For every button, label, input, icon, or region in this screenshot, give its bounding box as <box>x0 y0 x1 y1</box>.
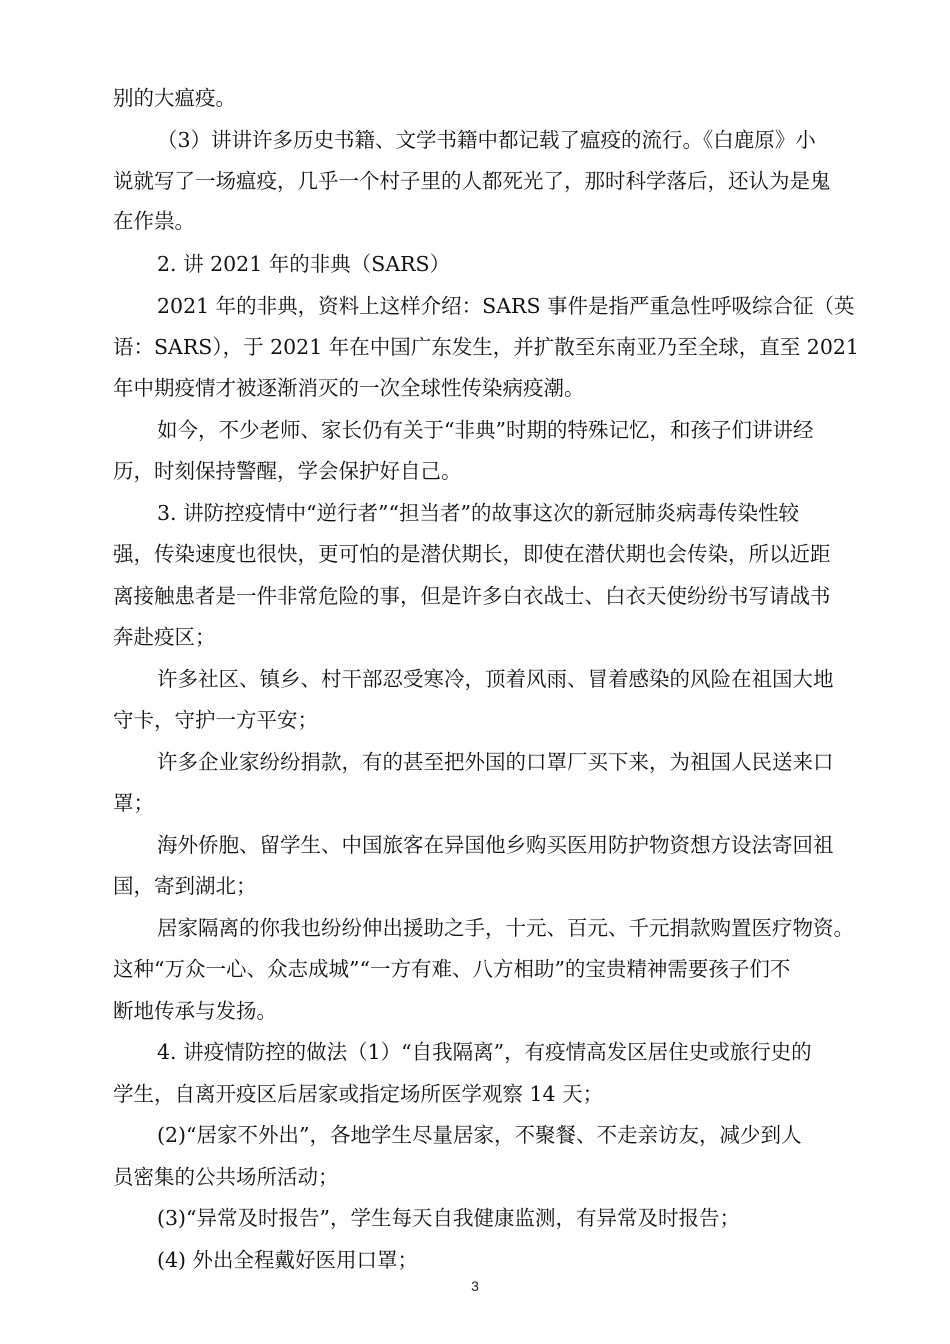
text-line: 在作祟。 <box>113 209 195 233</box>
text-line: 居家隔离的你我也纷纷伸出援助之手，十元、百元、千元捐款购置医疗物资。 <box>157 916 854 940</box>
text-line: 国，寄到湖北； <box>113 874 257 898</box>
text-line: (3)“异常及时报告”，学生每天自我健康监测，有异常及时报告； <box>157 1206 740 1230</box>
text-line: 年中期疫情才被逐渐消灭的一次全球性传染病疫潮。 <box>113 376 585 400</box>
text-line: 如今，不少老师、家长仍有关于“非典”时期的特殊记忆，和孩子们讲讲经 <box>157 418 814 442</box>
text-line: 许多社区、镇乡、村干部忍受寒冷，顶着风雨、冒着感染的风险在祖国大地 <box>157 667 834 691</box>
section-heading: 4. 讲疫情防控的做法（1）“自我隔离”，有疫情高发区居住史或旅行史的 <box>157 1040 812 1064</box>
section-heading: 3. 讲防控疫情中“逆行者”“担当者”的故事这次的新冠肺炎病毒传染性较 <box>157 501 799 525</box>
text-line: 守卡，守护一方平安； <box>113 708 318 732</box>
text-line: 奔赴疫区； <box>113 625 216 649</box>
text-line: 这种“万众一心、众志成城”“一方有难、八方相助”的宝贵精神需要孩子们不 <box>113 957 791 981</box>
text-line: 员密集的公共场所活动； <box>113 1165 339 1189</box>
text-line: 语：SARS），于 2021 年在中国广东发生，并扩散至东南亚乃至全球，直至 2021 <box>113 335 859 359</box>
text-line: 说就写了一场瘟疫，几乎一个村子里的人都死光了，那时科学落后，还认为是鬼 <box>113 169 831 193</box>
text-line: 别的大瘟疫。 <box>113 86 236 110</box>
text-line: 断地传承与发扬。 <box>113 999 277 1023</box>
text-line: 历，时刻保持警醒，学会保护好自己。 <box>113 459 462 483</box>
text-line: (4) 外出全程戴好医用口罩； <box>157 1248 419 1272</box>
text-line: 2021 年的非典，资料上这样介绍：SARS 事件是指严重急性呼吸综合征（英 <box>157 294 855 318</box>
text-line: 强，传染速度也很快，更可怕的是潜伏期长，即使在潜伏期也会传染，所以近距 <box>113 542 831 566</box>
section-heading: 2. 讲 2021 年的非典（SARS） <box>157 252 451 276</box>
text-line: （3）讲讲许多历史书籍、文学书籍中都记载了瘟疫的流行。《白鹿原》小 <box>157 128 816 152</box>
text-line: (2)“居家不外出”，各地学生尽量居家，不聚餐、不走亲访友，减少到人 <box>157 1123 802 1147</box>
text-line: 罩； <box>113 791 154 815</box>
text-line: 海外侨胞、留学生、中国旅客在异国他乡购买医用防护物资想方设法寄回祖 <box>157 833 834 857</box>
text-line: 许多企业家纷纷捐款，有的甚至把外国的口罩厂买下来，为祖国人民送来口 <box>157 750 834 774</box>
page-number: 3 <box>471 1278 479 1294</box>
text-line: 学生，自离开疫区后居家或指定场所医学观察 14 天； <box>113 1082 604 1106</box>
text-line: 离接触患者是一件非常危险的事，但是许多白衣战士、白衣天使纷纷书写请战书 <box>113 584 831 608</box>
